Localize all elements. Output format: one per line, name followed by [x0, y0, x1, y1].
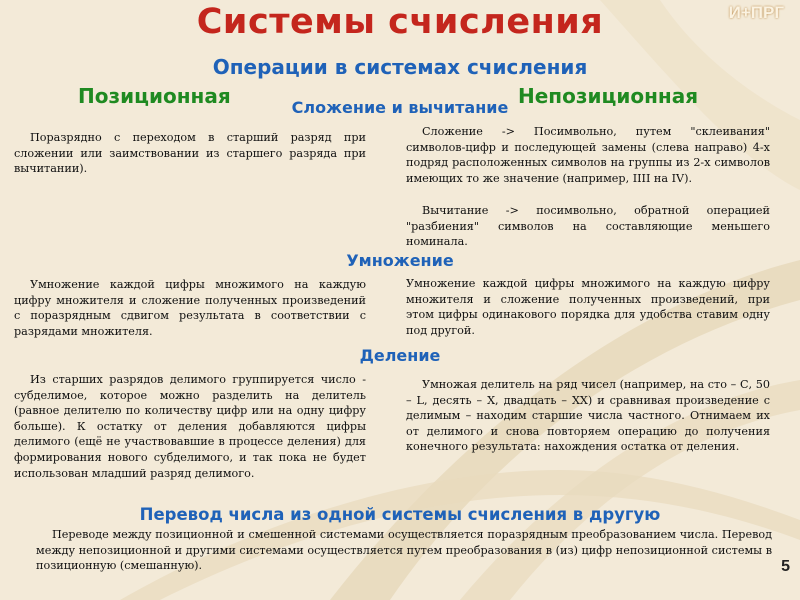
non-positional-addition-text: Сложение -> Посимвольно, путем "склеивания" символов-цифр и последующей замены (слева направо) 4-х подряд расположенных символов на группы из 2-х символов имеющих то же значение (например, IIII на IV).	[406, 125, 770, 185]
brand-logo: И+ПРГ	[728, 3, 784, 22]
non-positional-division-text: Умножая делитель на ряд чисел (например, на сто – С, 50 – L, десять – X, двадцать – XX) и сравнивая произведение с делимым – находим старшие числа частного. Отнимаем их от делимого и снова повторяем операцию до получения конечного результата: нахождения остатка от деления.	[406, 378, 770, 454]
division-heading: Деление	[359, 346, 441, 365]
positional-division-text: Из старших разрядов делимого группируется число - субделимое, которое можно разделить на делитель (равное делителю по количеству цифр или на одну цифру больше). К остатку от деления добавляются цифры делимого (ещё не участвовавшие в процессе деления) для формирования нового субделимого, и так пока не будет использован младший разряд делимого.	[14, 373, 366, 480]
non-positional-multiplication-text: Умножение каждой цифры множимого на каждую цифру множителя и сложение полученных произведений, при этом цифры одинакового порядка для удобства ставим одну под другой.	[406, 277, 770, 337]
multiplication-heading: Умножение	[346, 251, 454, 270]
conversion-heading: Перевод числа из одной системы счисления в другую	[139, 505, 661, 524]
slide-title: Системы счисления	[196, 2, 604, 42]
addition-subtraction-heading: Сложение и вычитание	[291, 98, 509, 117]
slide-subtitle: Операции в системах счисления	[212, 55, 588, 79]
non-positional-column-heading: Непозиционная	[518, 84, 699, 108]
page-number: 5	[781, 558, 790, 575]
positional-addition-text: Поразрядно с переходом в старший разряд при сложении или заимствовании из старшего разряда при вычитании).	[14, 131, 366, 176]
non-positional-subtraction-text: Вычитание -> посимвольно, обратной операцией "разбиения" символов на составляющие меньшего номинала.	[406, 204, 770, 249]
positional-multiplication-text: Умножение каждой цифры множимого на каждую цифру множителя и сложение полученных произведений с поразрядным сдвигом результата в соответствии с разрядами множителя.	[14, 278, 366, 338]
conversion-text: Переводе между позиционной и смешенной системами осуществляется поразрядным преобразованием числа. Перевод между непозиционной и другими системами осуществляется путем преобразования в (из) цифр непозиционной системы в позиционную (смешанную).	[36, 528, 772, 573]
positional-column-heading: Позиционная	[78, 84, 231, 108]
